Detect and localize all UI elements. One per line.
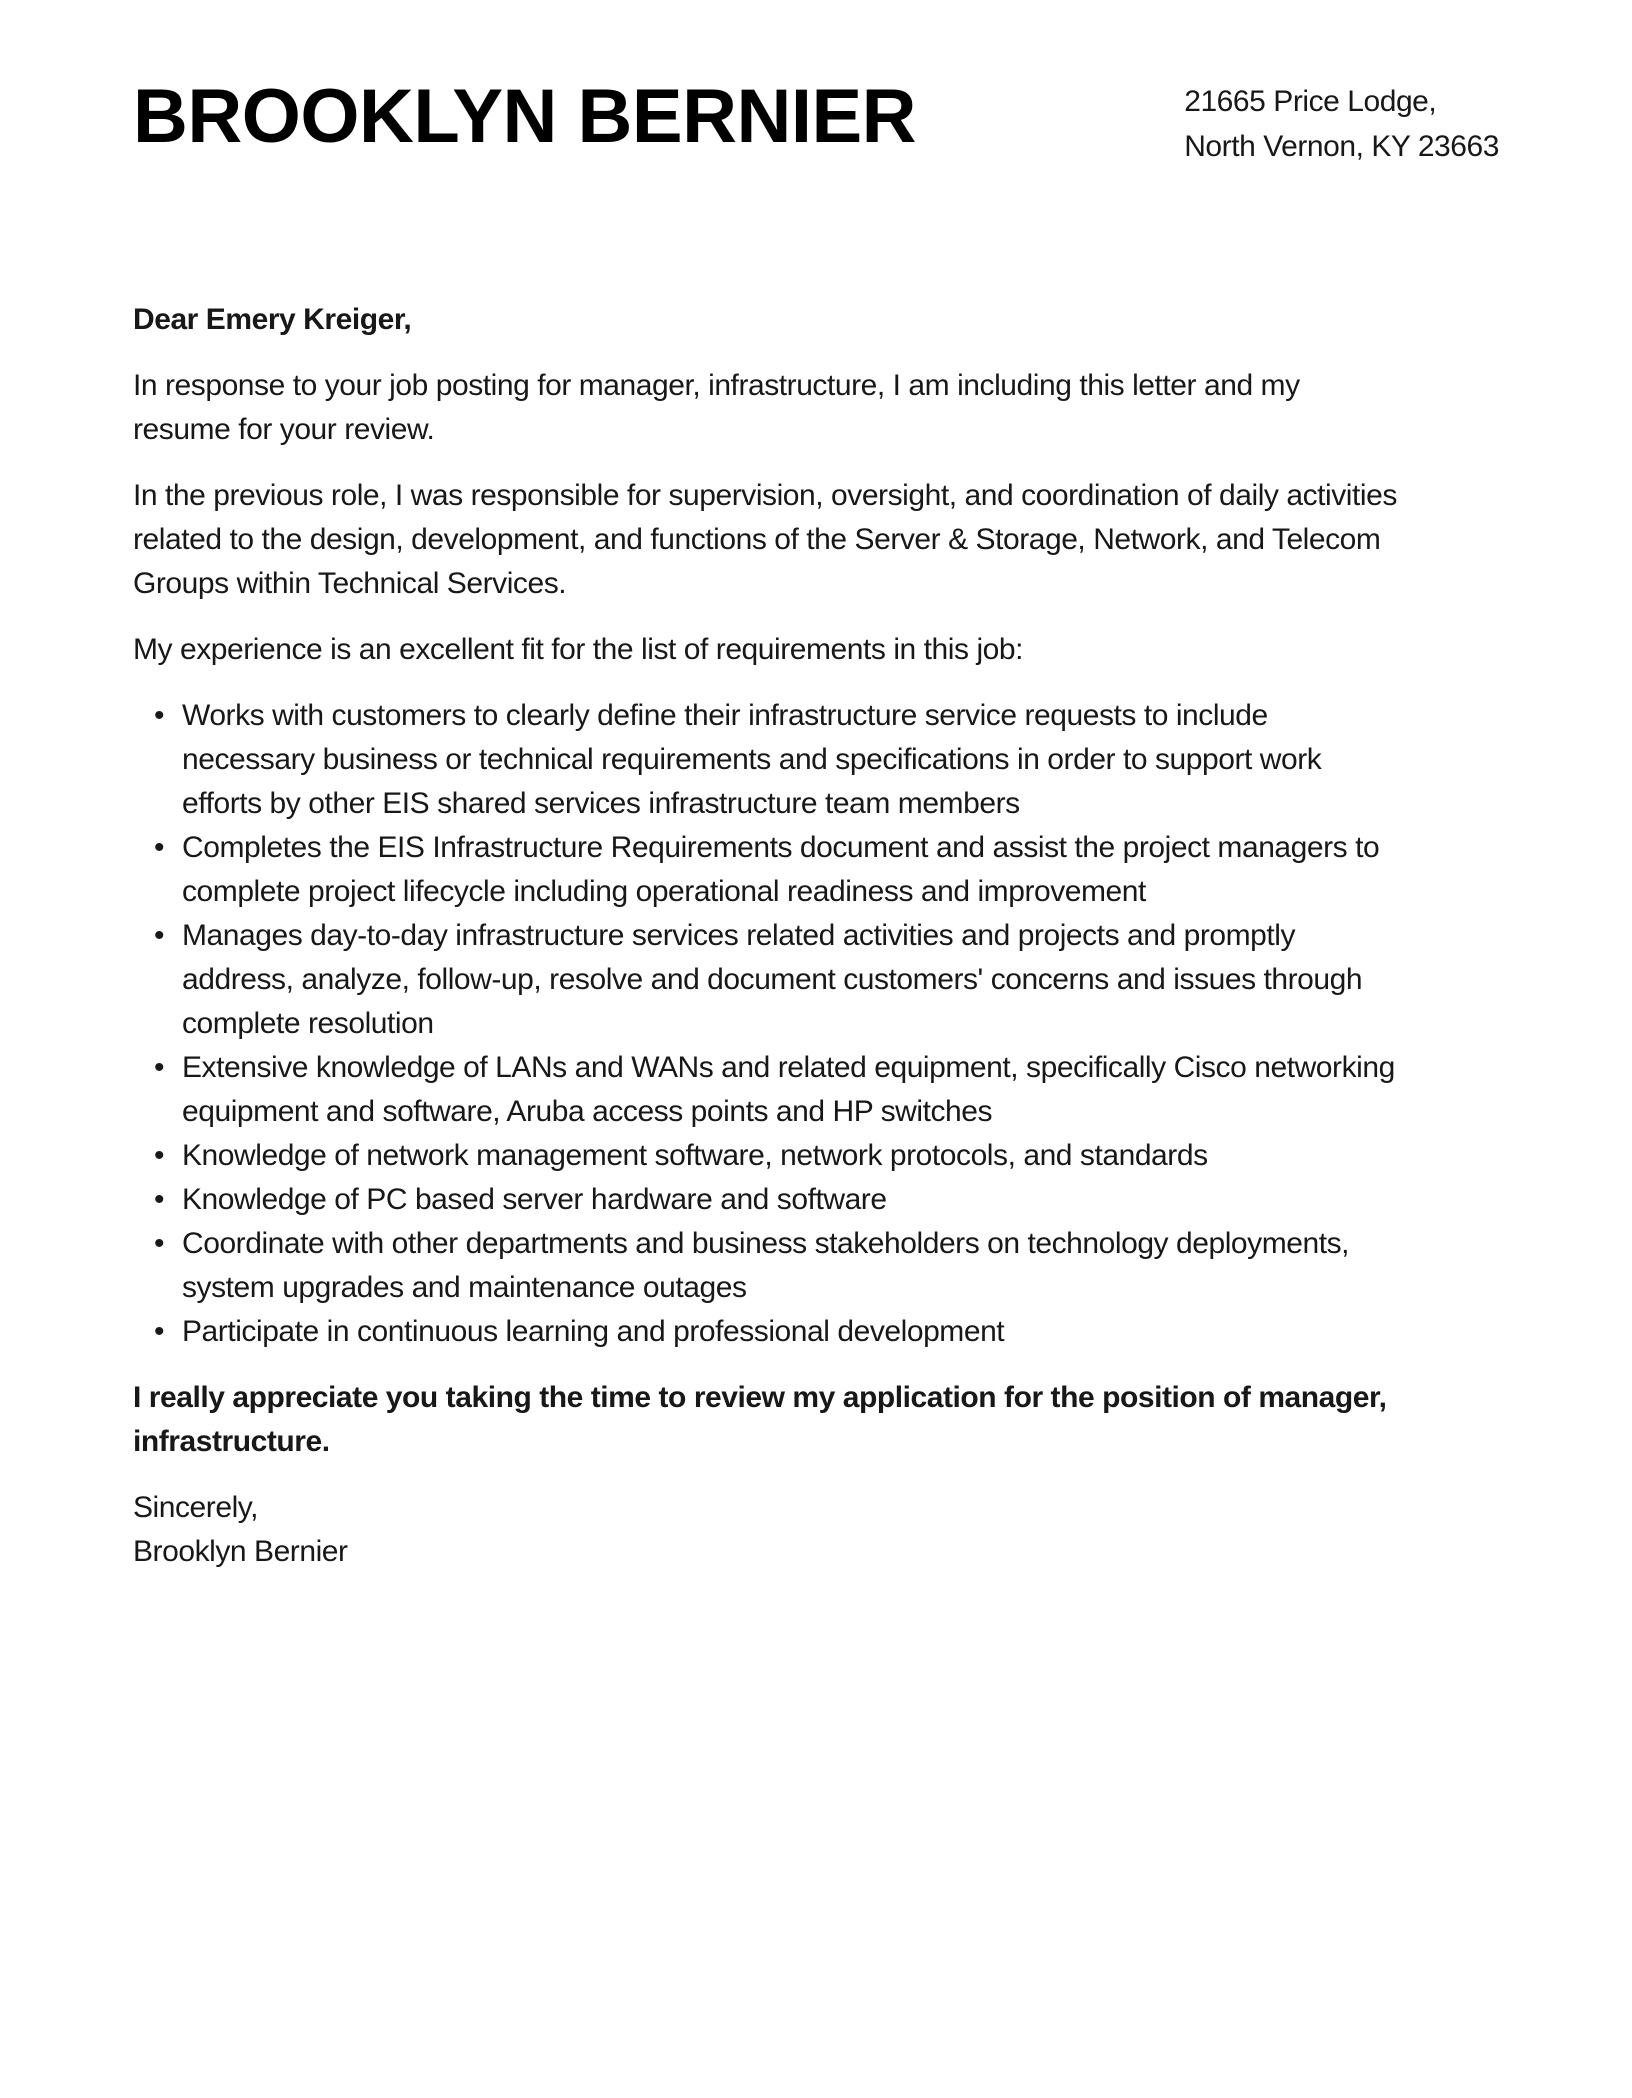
text-line: infrastructure. (133, 1425, 330, 1458)
text-line: • Works with customers to clearly define their infrastructure service requests to include (182, 699, 1268, 732)
requirement-item (182, 1222, 1499, 1310)
text-line: Groups within Technical Services. (133, 567, 567, 600)
requirement-item (182, 914, 1499, 1046)
paragraph-intro (133, 364, 1499, 452)
requirement-item (182, 1134, 1499, 1178)
text-line: • Extensive knowledge of LANs and WANs and related equipment, specifically Cisco networking (182, 1051, 1395, 1084)
text-line: • Knowledge of network management software, network protocols, and standards (182, 1139, 1208, 1172)
text-line: In response to your job posting for manager, infrastructure, I am including this letter and my (133, 369, 1300, 402)
text-line: I really appreciate you taking the time to review my application for the position of manager, (133, 1381, 1387, 1414)
requirement-item (182, 1178, 1499, 1222)
valediction: Sincerely, (133, 1491, 258, 1524)
letter-header (133, 0, 1499, 169)
text-line: Dear Emery Kreiger, (133, 303, 412, 336)
text-line: • Knowledge of PC based server hardware and software (182, 1183, 887, 1216)
text-line: complete project lifecycle including operational readiness and improvement (182, 875, 1146, 908)
signature-name: Brooklyn Bernier (133, 1535, 348, 1568)
text-line: equipment and software, Aruba access points and HP switches (182, 1095, 993, 1128)
closing-paragraph (133, 1376, 1499, 1464)
text-line: related to the design, development, and functions of the Server & Storage, Network, and Telecom (133, 523, 1381, 556)
address-line: 21665 Price Lodge, (1184, 85, 1437, 118)
text-line: In the previous role, I was responsible for supervision, oversight, and coordination of daily activities (133, 479, 1397, 512)
requirement-item (182, 826, 1499, 914)
salutation (133, 298, 1499, 342)
requirement-item (182, 694, 1499, 826)
text-line: address, analyze, follow-up, resolve and document customers' concerns and issues through (182, 963, 1363, 996)
text-line: resume for your review. (133, 413, 435, 446)
paragraph-experience-fit (133, 628, 1499, 672)
requirements-list (133, 694, 1499, 1354)
text-line: complete resolution (182, 1007, 434, 1040)
text-line: • Manages day-to-day infrastructure services related activities and projects and promptly (182, 919, 1296, 952)
requirement-item (182, 1310, 1499, 1354)
text-line: My experience is an excellent fit for the list of requirements in this job: (133, 633, 1024, 666)
requirement-item (182, 1046, 1499, 1134)
text-line: efforts by other EIS shared services infrastructure team members (182, 787, 1020, 820)
paragraph-previous-role (133, 474, 1499, 606)
text-line: • Coordinate with other departments and business stakeholders on technology deployments, (182, 1227, 1350, 1260)
text-line: necessary business or technical requirements and specifications in order to support work (182, 743, 1322, 776)
applicant-name: BROOKLYN BERNIER (133, 74, 917, 159)
applicant-address (1184, 79, 1499, 169)
text-line: system upgrades and maintenance outages (182, 1271, 747, 1304)
text-line: • Completes the EIS Infrastructure Requirements document and assist the project managers to (182, 831, 1380, 864)
letter-body (133, 298, 1499, 1574)
signoff (133, 1486, 1499, 1574)
address-line: North Vernon, KY 23663 (1184, 130, 1499, 163)
text-line: • Participate in continuous learning and professional development (182, 1315, 1005, 1348)
